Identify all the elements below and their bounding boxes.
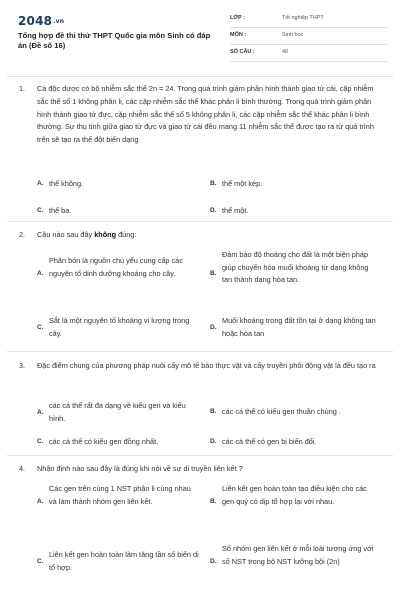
meta-subject-value: Sinh học bbox=[282, 32, 304, 38]
divider bbox=[7, 455, 393, 456]
meta-class-row bbox=[230, 14, 388, 28]
meta-class-label: LỚP : bbox=[230, 15, 245, 21]
meta-subject-label: MÔN : bbox=[230, 32, 247, 38]
question-text: Nhận định nào sau đây là đúng khi nói về sự di truyền liên kết ? bbox=[37, 464, 243, 473]
meta-count-value: 40 bbox=[282, 49, 289, 55]
question-4: 4. Nhận định nào sau đây là đúng khi nói về sự di truyền liên kết ? A. Các gen trên cùng 1 NST phân li cùng nhau và làm thành nhóm gen liên kết. B. Liên kết gen hoàn toàn tạo điều kiện cho các gen quý có dịp tổ hợp lại với nhau. C. Liên kết gen hoàn toàn làm tăng tần số biến dị tổ hợp. D. Số nhóm gen liên kết ở mỗi loài tương ứng với số NST trong bộ NST lưỡng bội (2n) bbox=[7, 463, 393, 603]
question-number: 4. bbox=[19, 464, 26, 473]
question-text: Câu nào sau đây không đúng: bbox=[37, 230, 137, 239]
site-logo[interactable]: 2048.vn bbox=[18, 14, 65, 28]
page-header bbox=[0, 0, 400, 72]
divider bbox=[7, 351, 393, 352]
question-3: 3. Đặc điểm chung của phương pháp nuôi cấy mô tế bào thực vật và cấy truyền phôi động vật là đều tạo ra A. các cá thể rất đa dạng về kiểu gen và kiểu hình. B. các cá thể có kiểu gen thuần chủng . C. các cá thể có kiểu gen đồng nhất. D. các cá thể có gen bị biến đổi. bbox=[7, 360, 393, 460]
meta-subject-row bbox=[230, 31, 388, 45]
meta-count-row bbox=[230, 48, 388, 62]
question-text: Đặc điểm chung của phương pháp nuôi cấy mô tế bào thực vật và cấy truyền phôi động vật là đều tạo ra bbox=[37, 361, 376, 370]
question-text: Cà độc dược có bộ nhiễm sắc thể 2n = 24. Trong quá trình giảm phân hình thành giao tử cái, cặp nhiễm sắc thể số 1 không phân li, các cặp nhiễm sắc thể khác phân li bình thường. Trong quá trình giảm phân hình thành giao tử đực, cặp nhiễm sắc thể số 5 không phân li, các cặp nhiễm sắc thể khác phân li bình thường. Sự thụ tinh giữa giao tử đực và giao tử cái đều mang 11 nhiễm sắc thể được tạo ra từ quá trình trên sẽ tạo ra thể đột biến dạng bbox=[37, 84, 374, 145]
meta-class-value: Tốt nghiệp THPT bbox=[282, 15, 324, 21]
meta-count-label: SỐ CÂU : bbox=[230, 49, 255, 55]
document-title: Tổng hợp đề thi thử THPT Quốc gia môn Sinh có đáp án (Đề số 16) bbox=[18, 31, 211, 50]
document-meta bbox=[230, 14, 388, 65]
question-number: 2. bbox=[19, 230, 26, 239]
question-list bbox=[7, 76, 393, 607]
question-1: 1. Cà độc dược có bộ nhiễm sắc thể 2n = 24. Trong quá trình giảm phân hình thành giao tử cái, cặp nhiễm sắc thể số 1 không phân li, các cặp nhiễm sắc thể khác phân li bình thường. Trong quá trình giảm phân hình thành giao tử đực, cặp nhiễm sắc thể số 5 không phân li, các cặp nhiễm sắc thể khác phân li bình thường. Sự thụ tinh giữa giao tử đực và giao tử cái đều mang 11 nhiễm sắc thể được tạo ra từ quá trình trên sẽ tạo ra thể đột biến dạng A. thể không. B. thể một kép. C. thể ba. D. thể một. bbox=[7, 83, 393, 223]
divider bbox=[7, 221, 393, 222]
question-number: 3. bbox=[19, 361, 26, 370]
question-number: 1. bbox=[19, 84, 26, 93]
question-2: 2. Câu nào sau đây không đúng: A. Phân bón là nguồn chủ yếu cung cấp các nguyên tố dinh dưỡng khoáng cho cây. B. Đảm bảo độ thoáng cho đất là một biện pháp giúp chuyển hóa muối khoáng từ dạng không tan thành dạng hòa tan. C. Sắt là một nguyên tố khoáng vi lượng trong cây. D. Muối khoáng trong đất tồn tại ở dạng không tan hoặc hòa tan bbox=[7, 229, 393, 347]
